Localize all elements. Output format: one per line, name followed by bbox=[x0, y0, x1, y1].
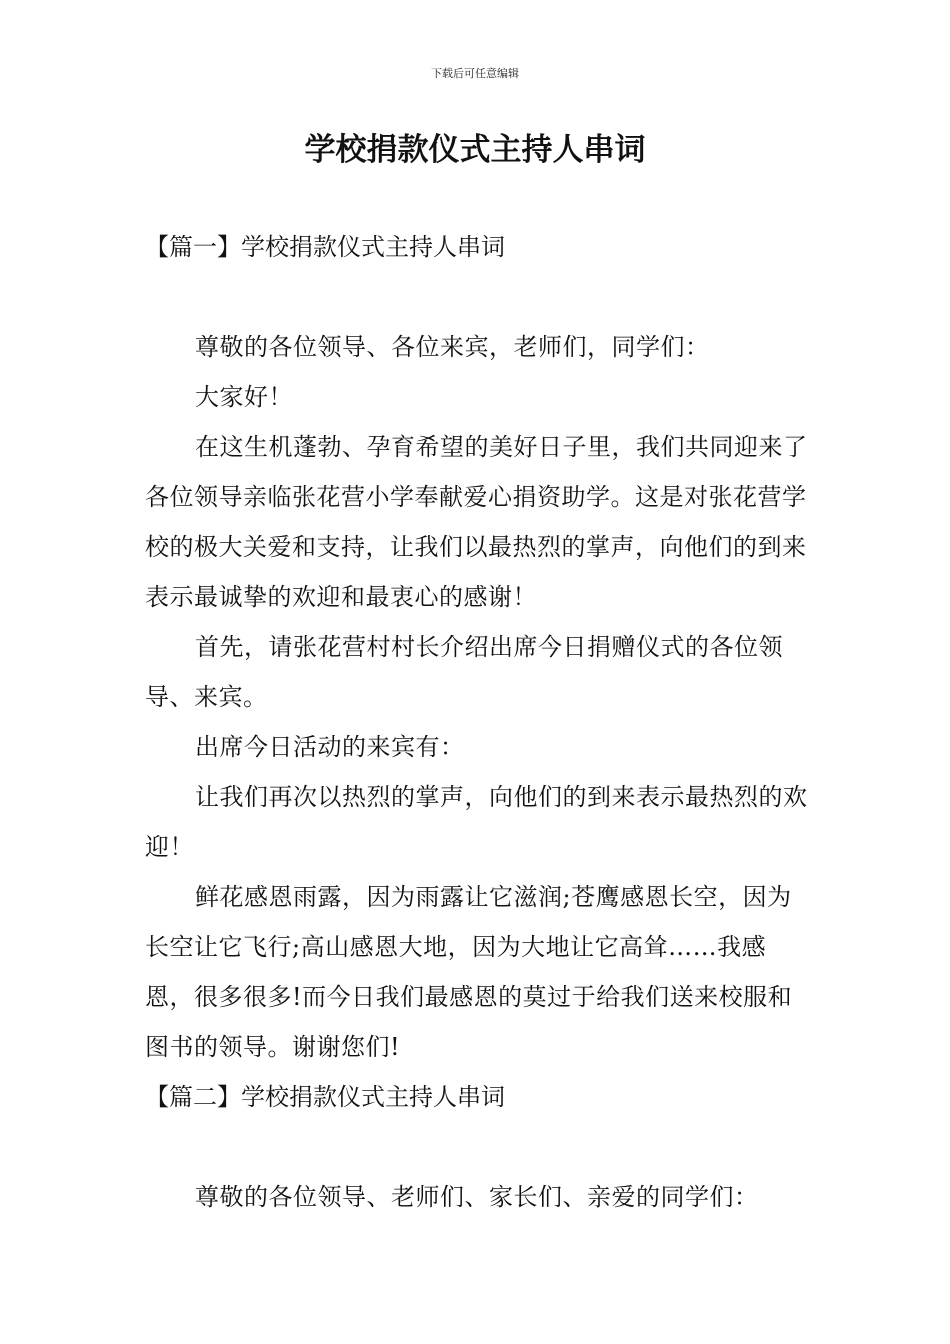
document-body bbox=[145, 222, 810, 1222]
paragraph: 出席今日活动的来宾有： bbox=[195, 733, 465, 761]
paragraph: 大家好！ bbox=[195, 383, 293, 411]
section-1 bbox=[145, 222, 810, 1072]
paragraph: 首先，请张花营村村长介绍出席今日捐赠仪式的各位领导、来宾。 bbox=[145, 633, 783, 711]
section-heading: 【篇一】学校捐款仪式主持人串词 bbox=[145, 233, 505, 261]
blank-line bbox=[145, 1122, 810, 1172]
section-heading: 【篇二】学校捐款仪式主持人串词 bbox=[145, 1083, 505, 1111]
blank-line bbox=[145, 272, 810, 322]
paragraph: 鲜花感恩雨露，因为雨露让它滋润;苍鹰感恩长空，因为长空让它飞行;高山感恩大地，因为大地让它高耸……我感恩，很多很多!而今日我们最感恩的莫过于给我们送来校服和图书的领导。谢谢您们! bbox=[145, 883, 793, 1061]
paragraph: 尊敬的各位领导、各位来宾，老师们，同学们： bbox=[195, 333, 710, 361]
header-note: 下载后可任意编辑 bbox=[431, 67, 519, 80]
document-title: 学校捐款仪式主持人串词 bbox=[304, 132, 646, 168]
paragraph: 尊敬的各位领导、老师们、家长们、亲爱的同学们： bbox=[195, 1183, 759, 1211]
section-2 bbox=[145, 1072, 810, 1222]
paragraph: 让我们再次以热烈的掌声，向他们的到来表示最热烈的欢迎！ bbox=[145, 783, 808, 861]
paragraph: 在这生机蓬勃、孕育希望的美好日子里，我们共同迎来了各位领导亲临张花营小学奉献爱心捐资助学。这是对张花营学校的极大关爱和支持，让我们以最热烈的掌声，向他们的到来表示最诚挚的欢迎和最衷心的感谢！ bbox=[145, 433, 808, 611]
